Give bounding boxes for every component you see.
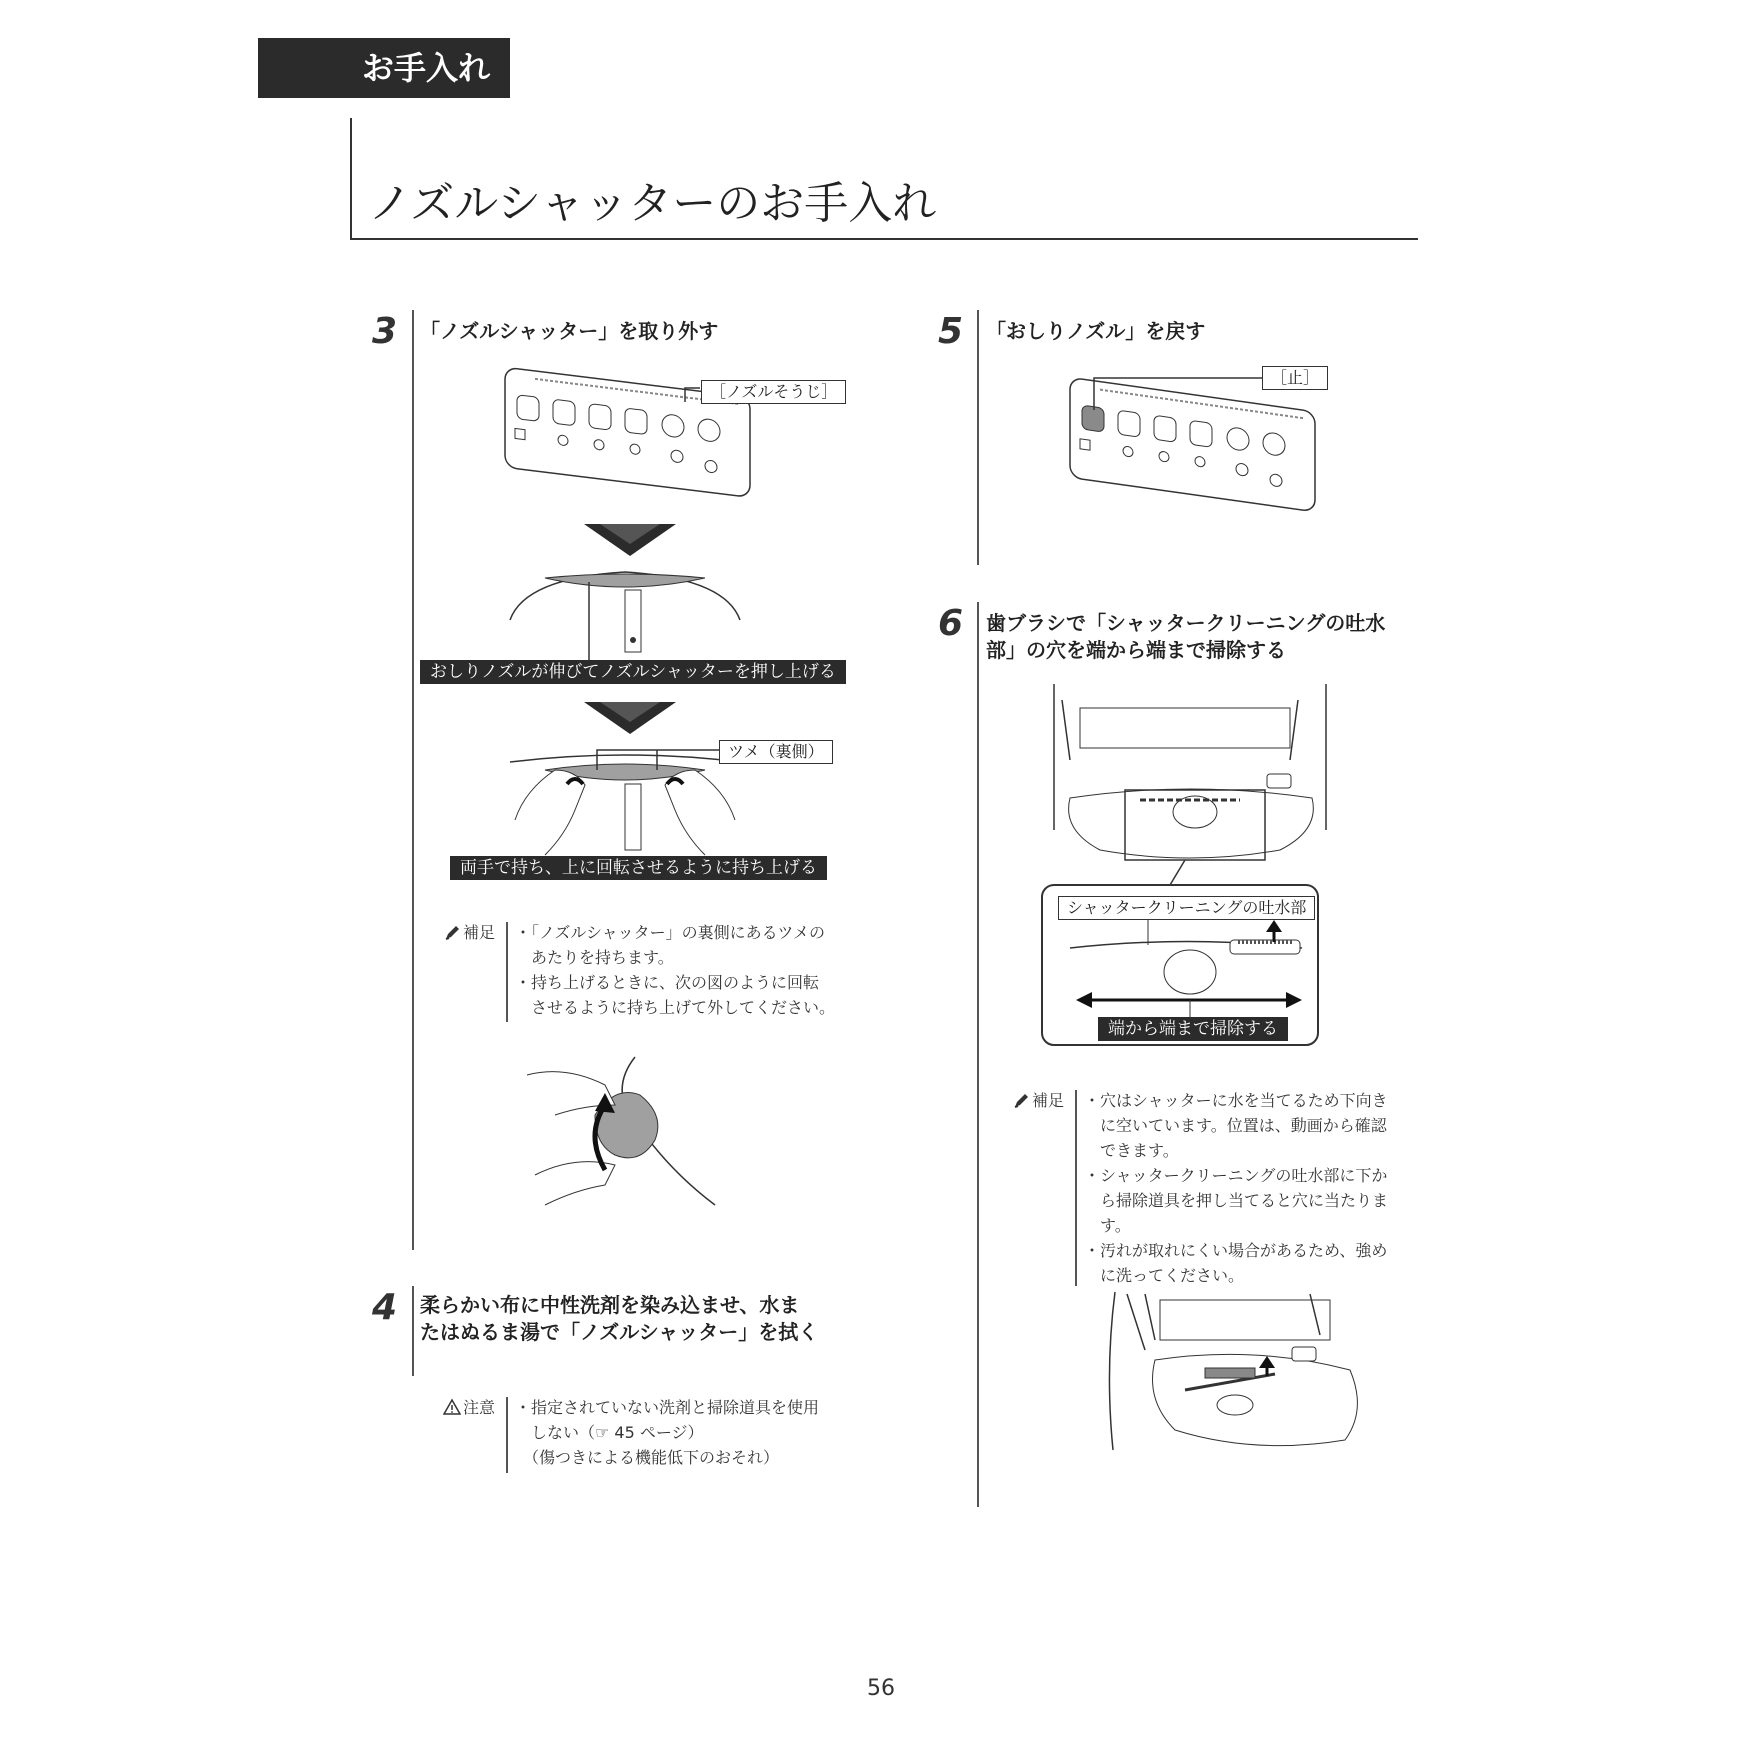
step-6-note-label: 補足 bbox=[1032, 1091, 1065, 1110]
tsume-label: ツメ（裏側） bbox=[719, 740, 833, 764]
step-3-heading: 「ノズルシャッター」を取り外す bbox=[420, 319, 719, 343]
spout-label: シャッタークリーニングの吐水部 bbox=[1058, 896, 1315, 920]
note-line: ら掃除道具を押し当てると穴に当たりま bbox=[1084, 1191, 1389, 1210]
note-line: できます。 bbox=[1084, 1141, 1179, 1160]
pencil-icon bbox=[1012, 1092, 1030, 1110]
caution-line: （傷つきによる機能低下のおそれ） bbox=[515, 1448, 780, 1467]
title-vertical-rule bbox=[350, 118, 352, 240]
step-6-note-bar bbox=[1075, 1090, 1077, 1286]
step-3-note-bar bbox=[506, 922, 508, 1022]
caution-line: しない（☞ 45 ページ） bbox=[515, 1423, 704, 1442]
step-5-rule bbox=[977, 310, 979, 565]
nozzle-shutter-push-illustration bbox=[505, 560, 745, 668]
step-6-number: 6 bbox=[938, 603, 964, 644]
step-4-rule bbox=[412, 1286, 414, 1376]
section-tab: お手入れ bbox=[258, 38, 510, 98]
step-4-heading-line: たはぬるま湯で「ノズルシャッター」を拭く bbox=[420, 1320, 819, 1344]
step-6-heading-line: 歯ブラシで「シャッタークリーニングの吐水 bbox=[986, 611, 1386, 635]
down-chevron-icon bbox=[580, 700, 680, 736]
hands-lifting-shutter-illustration bbox=[505, 740, 745, 860]
page-number: 56 bbox=[867, 1676, 895, 1701]
caution-line: ・指定されていない洗剤と掃除道具を使用 bbox=[515, 1398, 820, 1417]
step-5-heading: 「おしりノズル」を戻す bbox=[986, 319, 1206, 343]
warning-triangle-icon bbox=[443, 1398, 461, 1416]
note-line: ・シャッタークリーニングの吐水部に下か bbox=[1084, 1166, 1388, 1185]
step-4-heading bbox=[420, 1292, 818, 1346]
step-3-note-label: 補足 bbox=[463, 923, 496, 942]
note-line: ・汚れが取れにくい場合があるため、強め bbox=[1084, 1241, 1388, 1260]
note-line: ・「ノズルシャッター」の裏側にあるツメの bbox=[515, 923, 826, 942]
note-line: させるように持ち上げて外してください。 bbox=[515, 998, 836, 1017]
step-3-rule bbox=[412, 310, 414, 1250]
nozzle-clean-label: ［ノズルそうじ］ bbox=[701, 380, 846, 404]
sweep-caption: 端から端まで掃除する bbox=[1098, 1017, 1288, 1041]
note-line: ・持ち上げるときに、次の図のように回転 bbox=[515, 973, 820, 992]
page-title: ノズルシャッターのお手入れ bbox=[368, 178, 937, 229]
remote-control-stop-illustration bbox=[1060, 370, 1335, 540]
stop-label: ［止］ bbox=[1262, 366, 1328, 390]
step-6-heading bbox=[986, 610, 1385, 664]
step-4-caution-bar bbox=[506, 1397, 508, 1473]
step-4-heading-line: 柔らかい布に中性洗剤を染み込ませ、水ま bbox=[420, 1293, 800, 1317]
toothbrush-cleaning-illustration bbox=[1105, 1290, 1375, 1455]
note-line: す。 bbox=[1084, 1216, 1131, 1235]
note-line: ・穴はシャッターに水を当てるため下向き bbox=[1084, 1091, 1388, 1110]
step-4-caution-body bbox=[515, 1395, 819, 1470]
step-6-note-body bbox=[1084, 1088, 1388, 1288]
down-chevron-icon bbox=[580, 522, 680, 558]
note-line: に洗ってください。 bbox=[1084, 1266, 1245, 1285]
note-line: あたりを持ちます。 bbox=[515, 948, 674, 967]
step-6-rule bbox=[977, 602, 979, 1507]
step-5-number: 5 bbox=[938, 311, 964, 352]
pencil-icon bbox=[443, 924, 461, 942]
step-6-heading-line: 部」の穴を端から端まで掃除する bbox=[986, 638, 1286, 662]
step-3-number: 3 bbox=[372, 311, 398, 352]
step-4-number: 4 bbox=[372, 1287, 398, 1328]
note-line: に空いています。位置は、動画から確認 bbox=[1084, 1116, 1387, 1135]
lift-caption: 両手で持ち、上に回転させるように持ち上げる bbox=[450, 856, 827, 880]
step-3-note-body bbox=[515, 920, 835, 1020]
title-horizontal-rule bbox=[350, 238, 1418, 240]
nozzle-push-caption: おしりノズルが伸びてノズルシャッターを押し上げる bbox=[420, 660, 846, 684]
rotate-lift-illustration bbox=[525, 1055, 725, 1215]
spout-cleaning-illustration bbox=[1040, 680, 1340, 1052]
step-4-caution-label: 注意 bbox=[463, 1398, 496, 1417]
